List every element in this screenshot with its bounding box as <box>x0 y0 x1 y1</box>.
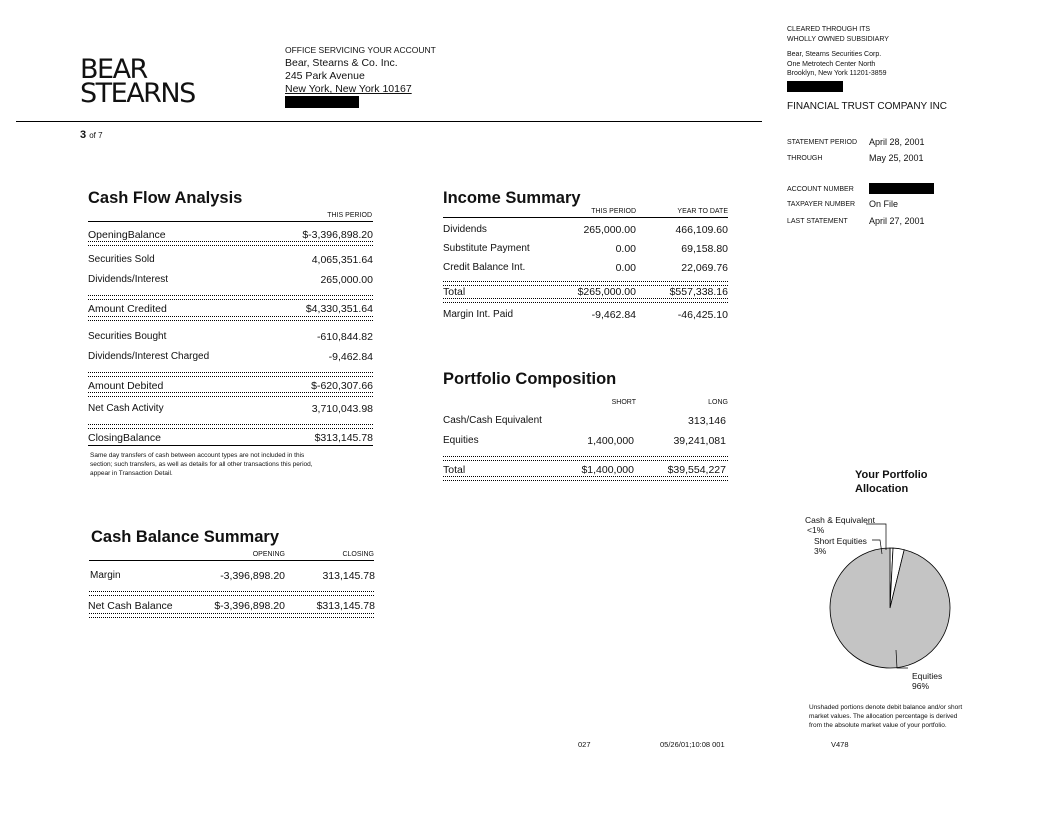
net-cash-balance-label: Net Cash Balance <box>88 600 173 612</box>
short-col-header: SHORT <box>611 399 636 406</box>
page-of: of 7 <box>89 131 103 140</box>
office-address <box>285 44 436 108</box>
amount-debited: $-620,307.66 <box>311 380 373 392</box>
dotted-rule <box>88 424 373 429</box>
equities-label: Equities <box>443 435 479 446</box>
clearing-info <box>787 25 889 92</box>
dividends-interest-label: Dividends/Interest <box>88 274 169 285</box>
income-summary-title: Income Summary <box>443 189 581 207</box>
office-line-1: Bear, Stearns & Co. Inc. <box>285 57 398 69</box>
dividends-interest: 265,000.00 <box>320 274 373 286</box>
closing-balance: $313,145.78 <box>314 432 373 444</box>
dotted-rule <box>88 295 373 300</box>
pie-label-cash-pct: <1% <box>807 525 825 535</box>
pie-label-equities-pct: 96% <box>912 681 930 691</box>
income-row-ytd: 22,069.76 <box>681 262 728 274</box>
income-row-ytd: 466,109.60 <box>675 224 728 236</box>
margin-opening: -3,396,898.20 <box>220 570 285 582</box>
subsidiary-line-3: Brooklyn, New York 11201-3859 <box>787 70 887 77</box>
securities-sold: 4,065,351.64 <box>311 254 373 266</box>
portfolio-total-long: $39,554,227 <box>667 464 726 476</box>
pie-slice-equities <box>830 548 950 668</box>
pie-label-short-name: Short Equities <box>814 536 867 546</box>
redaction-box <box>787 81 843 92</box>
note-line-3: appear in Transaction Detail. <box>90 470 173 477</box>
net-cash-activity-label: Net Cash Activity <box>88 403 164 414</box>
cash-equivalent-long: 313,146 <box>688 415 726 427</box>
pie-label-cash-name: Cash & Equivalent <box>805 515 875 525</box>
allocation-note-line-3: from the absolute market value of your portfolio. <box>809 722 947 729</box>
cleared-line-1: CLEARED THROUGH ITS <box>787 26 871 33</box>
page-number: 3 <box>80 129 87 141</box>
through-label: THROUGH <box>787 155 823 162</box>
office-line-2: 245 Park Avenue <box>285 70 365 82</box>
income-total-period: $265,000.00 <box>577 286 636 298</box>
portfolio-total-label: Total <box>443 464 466 476</box>
dotted-rule <box>443 476 728 481</box>
securities-bought-label: Securities Bought <box>88 331 167 342</box>
portfolio-total-short: $1,400,000 <box>581 464 634 476</box>
cleared-line-2: WHOLLY OWNED SUBSIDIARY <box>787 35 889 43</box>
allocation-note-line-2: market values. The allocation percentage is derived <box>809 713 958 720</box>
equities-short: 1,400,000 <box>587 435 634 447</box>
income-row-period: 0.00 <box>615 262 636 274</box>
allocation-title-line-2: Allocation <box>855 483 909 495</box>
header-rule <box>16 121 762 122</box>
last-statement: April 27, 2001 <box>869 216 925 226</box>
net-cash-activity: 3,710,043.98 <box>311 403 373 415</box>
bear-stearns-logo <box>80 54 195 109</box>
through-date: May 25, 2001 <box>869 153 924 163</box>
margin-closing: 313,145.78 <box>322 570 375 582</box>
dotted-rule <box>88 372 373 377</box>
dividends-charged-label: Dividends/Interest Charged <box>88 351 210 362</box>
statement-period-label: STATEMENT PERIOD <box>787 139 858 146</box>
closing-col-header: CLOSING <box>342 551 374 558</box>
income-row-label: Substitute Payment <box>443 243 530 254</box>
opening-balance: $-3,396,898.20 <box>302 229 373 241</box>
cash-flow-title: Cash Flow Analysis <box>88 189 243 207</box>
allocation-title-line-1: Your Portfolio <box>855 469 928 481</box>
subsidiary-line-2: One Metrotech Center North <box>787 60 876 68</box>
taxpayer-label: TAXPAYER NUMBER <box>787 201 856 208</box>
dotted-rule <box>443 298 728 303</box>
statement-period: April 28, 2001 <box>869 137 925 147</box>
securities-bought: -610,844.82 <box>316 331 373 343</box>
note-line-2: section; such transfers, as well as details for all other transactions this period, <box>90 461 313 468</box>
dotted-rule <box>89 613 374 618</box>
income-total-ytd: $557,338.16 <box>669 286 728 298</box>
dotted-rule <box>88 241 373 246</box>
note-line-1: Same day transfers of cash between account types are not included in this <box>90 452 305 459</box>
subsidiary-line-1: Bear, Stearns Securities Corp. <box>787 51 882 58</box>
income-row-period: 0.00 <box>615 243 636 255</box>
margin-int-ytd: -46,425.10 <box>677 309 728 321</box>
dividends-charged: -9,462.84 <box>328 351 373 363</box>
rule <box>89 560 374 561</box>
opening-balance-label: OpeningBalance <box>88 229 166 241</box>
redaction-box <box>285 96 359 108</box>
rule <box>88 445 373 446</box>
footer-ref: V478 <box>831 740 849 749</box>
net-cash-balance-opening: $-3,396,898.20 <box>214 600 285 612</box>
dotted-rule <box>88 392 373 397</box>
financial-trust: FINANCIAL TRUST COMPANY INC <box>787 101 948 112</box>
logo-line-2: STEARNS <box>80 78 195 109</box>
income-total-label: Total <box>443 286 466 298</box>
allocation-note-line-1: Unshaded portions denote debit balance and/or short <box>809 704 963 711</box>
last-statement-label: LAST STATEMENT <box>787 218 848 225</box>
account-number-redacted <box>869 183 934 194</box>
amount-credited-label: Amount Credited <box>88 303 167 315</box>
cash-balance-title: Cash Balance Summary <box>91 528 280 546</box>
pie-label-short-pct: 3% <box>814 546 827 556</box>
page-indicator <box>80 129 103 141</box>
equities-long: 39,241,081 <box>673 435 726 447</box>
securities-sold-label: Securities Sold <box>88 254 155 265</box>
allocation-title <box>855 468 928 496</box>
rule <box>88 221 373 222</box>
rule <box>443 217 728 218</box>
office-label: OFFICE SERVICING YOUR ACCOUNT <box>285 45 436 55</box>
net-cash-balance-closing: $313,145.78 <box>316 600 375 612</box>
income-row-ytd: 69,158.80 <box>681 243 728 255</box>
cash-flow-note <box>90 451 313 478</box>
long-col-header: LONG <box>708 399 728 406</box>
logo-line-1: BEAR <box>80 54 147 85</box>
margin-label: Margin <box>90 570 121 581</box>
amount-debited-label: Amount Debited <box>88 380 164 392</box>
footer-code: 027 <box>578 740 591 749</box>
portfolio-title: Portfolio Composition <box>443 370 617 388</box>
amount-credited: $4,330,351.64 <box>305 303 373 315</box>
income-row-period: 265,000.00 <box>583 224 636 236</box>
pie-label-equities-name: Equities <box>912 671 943 681</box>
allocation-pie-chart <box>790 510 990 690</box>
allocation-note <box>809 703 962 730</box>
closing-balance-label: ClosingBalance <box>88 432 161 444</box>
income-row-label: Dividends <box>443 224 487 235</box>
cash-flow-col-header: THIS PERIOD <box>327 212 372 219</box>
footer-timestamp: 05/26/01;10:08 001 <box>660 740 725 749</box>
margin-int-period: -9,462.84 <box>591 309 636 321</box>
taxpayer-value: On File <box>869 199 899 209</box>
dotted-rule <box>443 456 728 461</box>
dotted-rule <box>88 316 373 321</box>
office-line-3: New York, New York 10167 <box>285 83 412 95</box>
margin-int-label: Margin Int. Paid <box>443 309 514 320</box>
opening-col-header: OPENING <box>252 551 285 558</box>
this-period-col-header: THIS PERIOD <box>591 208 636 215</box>
income-row-label: Credit Balance Int. <box>443 262 526 273</box>
dotted-rule <box>89 591 374 596</box>
ytd-col-header: YEAR TO DATE <box>677 208 728 215</box>
cash-equivalent-label: Cash/Cash Equivalent <box>443 415 542 426</box>
account-number-label: ACCOUNT NUMBER <box>787 186 854 193</box>
leader-line-cash <box>866 524 886 550</box>
